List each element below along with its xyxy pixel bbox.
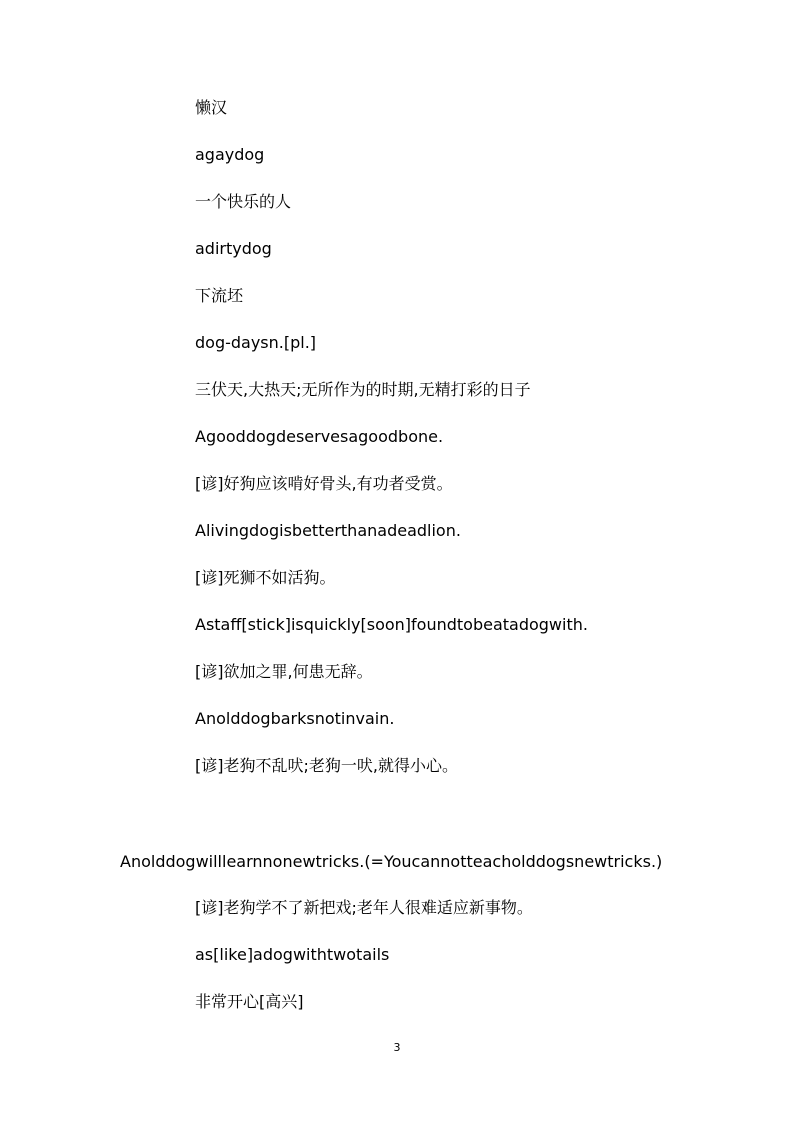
text-line: Anolddogbarksnotinvain.: [195, 709, 395, 728]
text-line: agaydog: [195, 145, 265, 164]
page-number: 3: [393, 1041, 401, 1054]
text-line: [谚]欲加之罪,何患无辞。: [195, 662, 373, 681]
text-line: Agooddogdeservesagoodbone.: [195, 427, 444, 446]
text-line: Anolddogwilllearnnonewtricks.(=Youcannotteacholddogsnewtricks.): [120, 852, 663, 871]
text-line: as[like]adogwithtwotails: [195, 945, 390, 964]
text-line: 非常开心[高兴]: [195, 992, 304, 1011]
text-line: Astaff[stick]isquickly[soon]foundtobeatadogwith.: [195, 615, 588, 634]
text-line: 一个快乐的人: [195, 192, 292, 211]
text-line: [谚]好狗应该啃好骨头,有功者受赏。: [195, 474, 453, 493]
text-line: dog-daysn.[pl.]: [195, 333, 317, 352]
text-line: 懒汉: [195, 98, 228, 117]
text-line: [谚]老狗学不了新把戏;老年人很难适应新事物。: [195, 898, 533, 917]
text-line: adirtydog: [195, 239, 272, 258]
text-line: [谚]死狮不如活狗。: [195, 568, 336, 587]
text-line: 下流坯: [195, 286, 244, 305]
text-line: 三伏天,大热天;无所作为的时期,无精打彩的日子: [195, 380, 531, 399]
text-line: [谚]老狗不乱吠;老狗一吠,就得小心。: [195, 756, 458, 775]
text-line: Alivingdogisbetterthanadeadlion.: [195, 521, 461, 540]
